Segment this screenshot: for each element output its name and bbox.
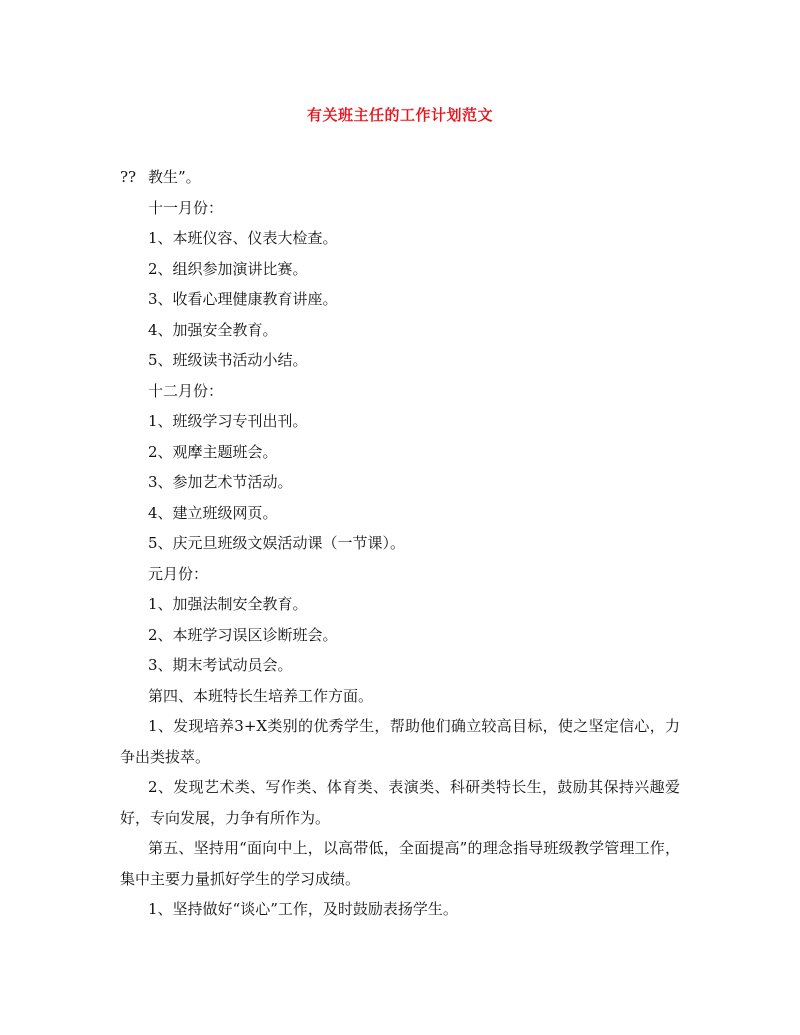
text-line: 第四、本班特长生培养工作方面。 [148,686,374,705]
lead-text: 教生”。 [148,168,201,186]
text-line: 3、参加艺术节活动。 [148,473,293,491]
text-line: 5、庆元旦班级文娱活动课（一节课）。 [148,534,406,552]
text-line: 3、收看心理健康教育讲座。 [148,290,338,308]
lead-marks: ?? [120,168,137,186]
text-line: 2、观摩主题班会。 [148,442,278,461]
text-line: 1、班级学习专刊出刊。 [148,412,308,430]
lead-line [120,162,700,193]
text-line: 元月份： [148,564,209,583]
text-line: 1、本班仪容、仪表大检查。 [148,229,338,247]
text-line: 2、本班学习误区诊断班会。 [148,625,338,644]
document-body [120,162,700,925]
text-line: 十二月份： [148,381,224,400]
paragraph: 第五、坚持用“面向中上，以高带低，全面提高”的理念指导班级教学管理工作，集中主要力量抓好学生的学习成绩。 [120,839,680,888]
text-line: 4、建立班级网页。 [148,503,278,522]
text-line: 5、班级读书活动小结。 [148,351,308,369]
text-line: 3、期末考试动员会。 [148,656,293,674]
text-line: 1、加强法制安全教育。 [148,595,308,613]
paragraph: 1、发现培养3+X类别的优秀学生，帮助他们确立较高目标，使之坚定信心，力争出类拔萃。 [120,717,680,766]
paragraph: 2、发现艺术类、写作类、体育类、表演类、科研类特长生，鼓励其保持兴趣爱好，专向发展，力争有所作为。 [120,778,680,827]
text-line: 十一月份： [148,198,224,217]
paragraph: 1、坚持做好“谈心”工作，及时鼓励表扬学生。 [148,900,458,918]
text-line: 2、组织参加演讲比赛。 [148,259,308,278]
text-line: 4、加强安全教育。 [148,320,278,339]
document-title: 有关班主任的工作计划范文 [306,106,493,124]
